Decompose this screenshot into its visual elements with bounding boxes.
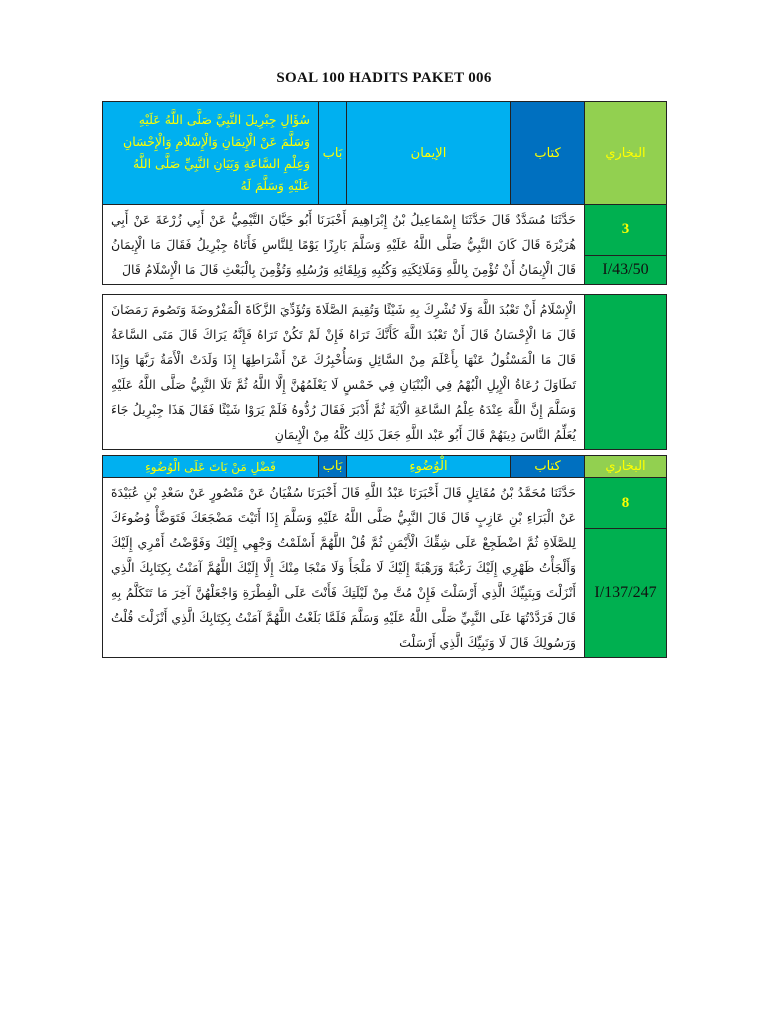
bab-label: بَاب: [319, 102, 347, 205]
hadith-2-table: [102, 455, 667, 658]
kitab-label: كتاب: [511, 456, 585, 478]
page-title: SOAL 100 HADITS PAKET 006: [276, 70, 492, 86]
hadith-text: حَدَّثَنَا مُسَدَّدٌ قَالَ حَدَّثَنَا إِسْمَاعِيلُ بْنُ إِبْرَاهِيمَ أَخْبَرَنَا أَبُو حَيَّانَ التَّيْمِيُّ عَنْ أَبِي زُرْعَةَ عَنْ أَبِي هُرَيْرَةَ قَالَ كَانَ النَّبِيُّ صَلَّى اللَّهُ عَلَيْهِ وَسَلَّمَ بَارِزًا يَوْمًا لِلنَّاسِ فَأَتَاهُ جِبْرِيلُ فَقَالَ مَا الْإِيمَانُ قَالَ الْإِيمَانُ أَنْ تُؤْمِنَ بِاللَّهِ وَمَلَائِكَتِهِ وَكُتُبِهِ وَبِلِقَائِهِ وَرُسُلِهِ وَتُؤْمِنَ بِالْبَعْثِ قَالَ مَا الْإِسْلَامُ قَالَ: [103, 205, 585, 285]
chapter-title: سُؤَالِ جِبْرِيلَ النَّبِيَّ صَلَّى اللَّهُ عَلَيْهِ وَسَلَّمَ عَنْ الْإِيمَانِ وَالْإِسْلَامِ وَالْإِحْسَانِ وَعِلْمِ السَّاعَةِ وَبَيَانِ النَّبِيِّ صَلَّى اللَّهُ عَلَيْهِ وَسَلَّمَ لَهُ: [103, 102, 319, 205]
collection-name: البخاري: [585, 102, 667, 205]
bab-label: بَاب: [319, 456, 347, 478]
hadith-number: 3: [585, 205, 667, 256]
book-title: الإيمان: [347, 102, 511, 205]
side-band: [585, 295, 667, 450]
collection-name: البخاري: [585, 456, 667, 478]
kitab-label: كتاب: [511, 102, 585, 205]
hadith-text-continued: الْإِسْلَامُ أَنْ تَعْبُدَ اللَّهَ وَلَا تُشْرِكَ بِهِ شَيْئًا وَتُقِيمَ الصَّلَاةَ وَتُؤَدِّيَ الزَّكَاةَ الْمَفْرُوضَةَ وَتَصُومَ رَمَضَانَ قَالَ مَا الْإِحْسَانُ قَالَ أَنْ تَعْبُدَ اللَّهَ كَأَنَّكَ تَرَاهُ فَإِنْ لَمْ تَكُنْ تَرَاهُ فَإِنَّهُ يَرَاكَ قَالَ مَتَى السَّاعَةُ قَالَ مَا الْمَسْئُولُ عَنْهَا بِأَعْلَمَ مِنْ السَّائِلِ وَسَأُخْبِرُكَ عَنْ أَشْرَاطِهَا إِذَا وَلَدَتْ الْأَمَةُ رَبَّهَا وَإِذَا تَطَاوَلَ رُعَاةُ الْإِبِلِ الْبُهْمُ فِي الْبُنْيَانِ فِي خَمْسٍ لَا يَعْلَمُهُنَّ إِلَّا اللَّهُ ثُمَّ تَلَا النَّبِيُّ صَلَّى اللَّهُ عَلَيْهِ وَسَلَّمَ إِنَّ اللَّهَ عِنْدَهُ عِلْمُ السَّاعَةِ الْآيَةَ ثُمَّ أَدْبَرَ فَقَالَ رُدُّوهُ فَلَمْ يَرَوْا شَيْئًا فَقَالَ هَذَا جِبْرِيلُ جَاءَ يُعَلِّمُ النَّاسَ دِينَهُمْ قَالَ أَبُو عَبْد اللَّهِ جَعَلَ ذَلِك كُلَّهُ مِنْ الْإِيمَانِ: [103, 295, 585, 450]
hadith-1-table: [102, 101, 667, 285]
chapter-title: فَضْلِ مَنْ بَاتَ عَلَى الْوُضُوءِ: [103, 456, 319, 478]
book-title: الْوُضُوءِ: [347, 456, 511, 478]
hadith-number: 8: [585, 478, 667, 529]
hadith-1-continued-table: [102, 294, 667, 450]
hadith-reference: I/43/50: [585, 255, 667, 284]
hadith-text: حَدَّثَنَا مُحَمَّدُ بْنُ مُقَاتِلٍ قَالَ أَخْبَرَنَا عَبْدُ اللَّهِ قَالَ أَخْبَرَنَا سُفْيَانُ عَنْ مَنْصُورٍ عَنْ سَعْدِ بْنِ عُبَيْدَةَ عَنْ الْبَرَاءِ بْنِ عَازِبٍ قَالَ قَالَ النَّبِيُّ صَلَّى اللَّهُ عَلَيْهِ وَسَلَّمَ إِذَا أَتَيْتَ مَضْجَعَكَ فَتَوَضَّأْ وُضُوءَكَ لِلصَّلَاةِ ثُمَّ اضْطَجِعْ عَلَى شِقِّكَ الْأَيْمَنِ ثُمَّ قُلْ اللَّهُمَّ أَسْلَمْتُ وَجْهِي إِلَيْكَ وَفَوَّضْتُ أَمْرِي إِلَيْكَ وَأَلْجَأْتُ ظَهْرِي إِلَيْكَ رَغْبَةً وَرَهْبَةً إِلَيْكَ لَا مَلْجَأَ وَلَا مَنْجَا مِنْكَ إِلَّا إِلَيْكَ اللَّهُمَّ آمَنْتُ بِكِتَابِكَ الَّذِي أَنْزَلْتَ وَبِنَبِيِّكَ الَّذِي أَرْسَلْتَ فَإِنْ مُتَّ مِنْ لَيْلَتِكَ فَأَنْتَ عَلَى الْفِطْرَةِ وَاجْعَلْهُنَّ آخِرَ مَا تَتَكَلَّمُ بِهِ قَالَ فَرَدَّدْتُهَا عَلَى النَّبِيِّ صَلَّى اللَّهُ عَلَيْهِ وَسَلَّمَ فَلَمَّا بَلَغْتُ اللَّهُمَّ آمَنْتُ بِكِتَابِكَ الَّذِي أَنْزَلْتَ قُلْتُ وَرَسُولِكَ قَالَ لَا وَنَبِيِّكَ الَّذِي أَرْسَلْتَ: [103, 478, 585, 658]
hadith-reference: I/137/247: [585, 529, 667, 658]
